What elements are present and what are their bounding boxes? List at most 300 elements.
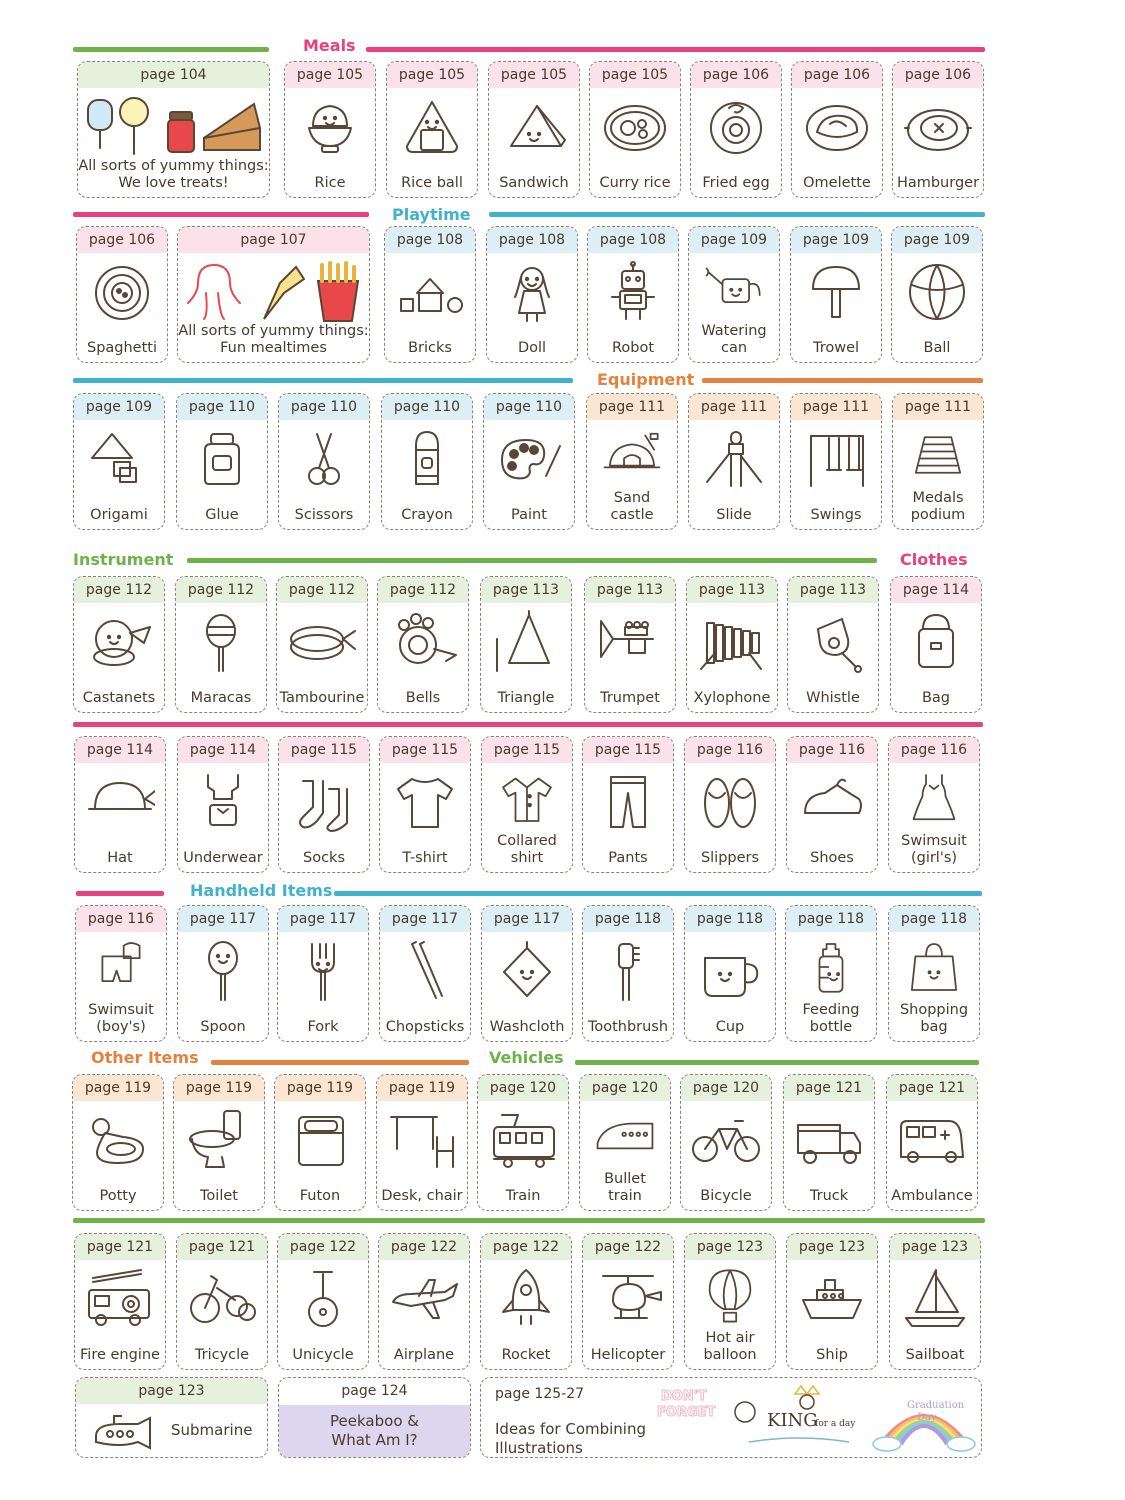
page-number: page 120 bbox=[681, 1075, 771, 1101]
illustration-label: Castanets bbox=[82, 690, 156, 706]
trowel-icon bbox=[801, 259, 871, 323]
illustration-label: Swimsuit (girl's) bbox=[901, 833, 967, 866]
maracas-icon bbox=[186, 609, 256, 673]
desk-chair-icon bbox=[387, 1107, 457, 1171]
illustration-label: Collared shirt bbox=[497, 833, 557, 866]
illustration-card[interactable] bbox=[584, 576, 676, 713]
illustration-card[interactable] bbox=[785, 905, 877, 1042]
illustration-card[interactable] bbox=[173, 1074, 265, 1211]
illustration-label: Rice bbox=[314, 175, 346, 191]
page-number: page 121 bbox=[177, 1234, 267, 1260]
page-number: page 110 bbox=[279, 394, 369, 420]
page-number: page 105 bbox=[590, 62, 680, 88]
illustration-label: Futon bbox=[299, 1188, 341, 1204]
section-divider-line bbox=[73, 1218, 985, 1223]
illustration-card[interactable] bbox=[582, 1233, 674, 1370]
illustration-label: Socks bbox=[303, 850, 345, 866]
illustration-label: Chopsticks bbox=[385, 1019, 465, 1035]
illustration-card[interactable] bbox=[176, 393, 268, 530]
illustration-label: Rocket bbox=[501, 1347, 551, 1363]
page-number: page 119 bbox=[275, 1075, 365, 1101]
page-number: page 118 bbox=[685, 906, 775, 932]
illustration-label: All sorts of yummy things: We love treats! bbox=[78, 158, 269, 191]
hot-air-balloon-icon bbox=[699, 1266, 761, 1324]
illustration-label: Ambulance bbox=[891, 1188, 973, 1204]
page-number: page 116 bbox=[787, 737, 877, 763]
illustration-label: Medals podium bbox=[910, 490, 966, 523]
sandwich-icon bbox=[499, 94, 569, 158]
illustration-card[interactable] bbox=[480, 576, 572, 713]
illustration-label: Fried egg bbox=[702, 175, 770, 191]
page-number: page 115 bbox=[583, 737, 673, 763]
illustration-label: Paint bbox=[511, 507, 547, 523]
sailboat-icon bbox=[900, 1266, 970, 1330]
page-number: page 109 bbox=[689, 227, 779, 253]
section-divider-line bbox=[76, 891, 164, 896]
illustration-card[interactable] bbox=[889, 1233, 981, 1370]
illustration-card[interactable] bbox=[75, 905, 167, 1042]
illustration-card[interactable] bbox=[791, 61, 883, 198]
rice-bowl-icon bbox=[295, 94, 365, 158]
shoes-icon bbox=[797, 769, 867, 833]
swimsuit-girl-icon bbox=[903, 769, 965, 827]
trumpet-icon bbox=[595, 609, 665, 673]
illustration-card[interactable] bbox=[379, 905, 471, 1042]
illustration-card[interactable] bbox=[477, 1074, 569, 1211]
page-number: page 117 bbox=[178, 906, 268, 932]
illustration-label: Sailboat bbox=[905, 1347, 965, 1363]
page-number: page 119 bbox=[377, 1075, 467, 1101]
illustration-label: Shopping bag bbox=[899, 1002, 969, 1035]
section-title-equipment: Equipment bbox=[597, 370, 695, 389]
paint-icon bbox=[494, 426, 564, 490]
illustration-label: Watering can bbox=[701, 323, 767, 356]
illustration-card[interactable] bbox=[377, 576, 469, 713]
page-number: page 110 bbox=[382, 394, 472, 420]
illustration-card[interactable] bbox=[684, 736, 776, 873]
rocket-icon bbox=[491, 1266, 561, 1330]
rice-ball-icon bbox=[397, 94, 467, 158]
illustration-card[interactable] bbox=[177, 226, 370, 363]
illustration-label: Fork bbox=[307, 1019, 339, 1035]
page-number: page 121 bbox=[887, 1075, 977, 1101]
illustration-label: Sand castle bbox=[610, 490, 654, 523]
illustration-card[interactable] bbox=[892, 393, 984, 530]
illustration-label: Peekaboo & What Am I? bbox=[279, 1405, 470, 1457]
illustration-card[interactable] bbox=[686, 576, 778, 713]
illustration-card[interactable] bbox=[688, 226, 780, 363]
illustration-card[interactable] bbox=[278, 1377, 471, 1458]
castanets-icon bbox=[84, 609, 154, 673]
section-divider-line bbox=[489, 212, 985, 217]
illustration-card[interactable] bbox=[579, 1074, 671, 1211]
futon-icon bbox=[285, 1107, 355, 1171]
illustration-label: Underwear bbox=[183, 850, 263, 866]
illustration-label: Rice ball bbox=[401, 175, 463, 191]
illustration-card[interactable] bbox=[589, 61, 681, 198]
illustration-label: Whistle bbox=[806, 690, 860, 706]
illustration-label: Airplane bbox=[393, 1347, 455, 1363]
illustration-card[interactable] bbox=[481, 905, 573, 1042]
page-number: page 124 bbox=[341, 1383, 408, 1399]
spaghetti-icon bbox=[87, 259, 157, 323]
illustration-label: Spaghetti bbox=[86, 340, 157, 356]
page-number: page 118 bbox=[786, 906, 876, 932]
section-title-instrument: Instrument bbox=[73, 550, 174, 569]
helicopter-icon bbox=[593, 1266, 663, 1330]
submarine-icon bbox=[90, 1412, 154, 1452]
triangle-icon bbox=[491, 609, 561, 673]
page-number: page 104 bbox=[78, 62, 269, 88]
podium-icon bbox=[907, 426, 969, 484]
illustration-card[interactable] bbox=[586, 393, 678, 530]
illustration-card[interactable] bbox=[684, 1233, 776, 1370]
illustration-label: Ideas for Combining Illustrations bbox=[495, 1420, 646, 1457]
illustration-label: Crayon bbox=[401, 507, 453, 523]
page-number: page 117 bbox=[380, 906, 470, 932]
illustration-card[interactable] bbox=[786, 736, 878, 873]
illustration-card[interactable] bbox=[73, 576, 165, 713]
illustration-card[interactable] bbox=[276, 576, 368, 713]
illustration-card[interactable] bbox=[892, 61, 984, 198]
illustration-card[interactable] bbox=[74, 736, 166, 873]
page-number: page 120 bbox=[580, 1075, 670, 1101]
page-number: page 122 bbox=[278, 1234, 368, 1260]
illustration-label: Fire engine bbox=[80, 1347, 160, 1363]
potty-icon bbox=[83, 1107, 153, 1171]
section-divider-line bbox=[575, 1060, 979, 1065]
page-number: page 121 bbox=[784, 1075, 874, 1101]
illustration-card[interactable] bbox=[284, 61, 376, 198]
page-number: page 113 bbox=[481, 577, 571, 603]
page-number: page 111 bbox=[893, 394, 983, 420]
bells-icon bbox=[388, 609, 458, 673]
illustration-label: Feeding bottle bbox=[802, 1002, 860, 1035]
ship-icon bbox=[797, 1266, 867, 1330]
page-number: page 114 bbox=[75, 737, 165, 763]
origami-icon bbox=[84, 426, 154, 490]
page-number: page 110 bbox=[177, 394, 267, 420]
fried-egg-icon bbox=[701, 94, 771, 158]
chopsticks-icon bbox=[390, 938, 460, 1002]
illustration-label: Swings bbox=[810, 507, 862, 523]
tricycle-icon bbox=[187, 1266, 257, 1330]
crayon-icon bbox=[392, 426, 462, 490]
illustration-label: Scissors bbox=[294, 507, 354, 523]
illustration-card[interactable] bbox=[886, 1074, 978, 1211]
illustration-label: Triangle bbox=[497, 690, 555, 706]
section-title-meals: Meals bbox=[303, 36, 356, 55]
bricks-icon bbox=[395, 259, 465, 323]
illustration-label: Bag bbox=[921, 690, 951, 706]
page-number: page 123 bbox=[76, 1378, 267, 1404]
illustration-card[interactable] bbox=[76, 226, 168, 363]
illustration-card[interactable] bbox=[72, 1074, 164, 1211]
illustration-label: Omelette bbox=[803, 175, 871, 191]
illustration-card[interactable] bbox=[379, 736, 471, 873]
illustration-label: Glue bbox=[205, 507, 239, 523]
illustration-card[interactable] bbox=[481, 736, 573, 873]
combined-illustrations-icon bbox=[649, 1380, 979, 1456]
page-number: page 115 bbox=[279, 737, 369, 763]
slippers-icon bbox=[695, 769, 765, 833]
robot-icon bbox=[598, 259, 668, 323]
page-number: page 105 bbox=[285, 62, 375, 88]
mealtimes-icon bbox=[184, 259, 364, 323]
omelette-icon bbox=[802, 94, 872, 158]
illustration-label: Maracas bbox=[190, 690, 252, 706]
illustration-card[interactable] bbox=[378, 1233, 470, 1370]
illustration-label: Origami bbox=[90, 507, 148, 523]
illustration-label: Truck bbox=[809, 1188, 849, 1204]
watering-can-icon bbox=[703, 259, 765, 317]
page-number: page 112 bbox=[176, 577, 266, 603]
illustration-label: Cup bbox=[715, 1019, 745, 1035]
ball-icon bbox=[902, 259, 972, 323]
illustration-card[interactable] bbox=[175, 576, 267, 713]
illustration-label: Desk, chair bbox=[381, 1188, 463, 1204]
swings-icon bbox=[801, 426, 871, 490]
section-divider-line bbox=[73, 378, 573, 383]
page-number: page 119 bbox=[174, 1075, 264, 1101]
page-number: page 115 bbox=[482, 737, 572, 763]
graduation-day-logo: Graduation bbox=[907, 1400, 965, 1411]
treats-icon bbox=[84, 94, 264, 164]
illustration-label: Tambourine bbox=[279, 690, 365, 706]
illustration-card[interactable] bbox=[786, 1233, 878, 1370]
page-number: page 108 bbox=[588, 227, 678, 253]
illustration-card[interactable] bbox=[177, 736, 269, 873]
page-number: page 122 bbox=[481, 1234, 571, 1260]
illustration-card[interactable] bbox=[891, 226, 983, 363]
page-number: page 109 bbox=[74, 394, 164, 420]
illustration-card[interactable] bbox=[376, 1074, 468, 1211]
illustration-card[interactable] bbox=[176, 1233, 268, 1370]
page-number: page 106 bbox=[792, 62, 882, 88]
illustration-card[interactable] bbox=[177, 905, 269, 1042]
page-number: page 116 bbox=[889, 737, 979, 763]
illustration-label: Toilet bbox=[200, 1188, 238, 1204]
section-divider-line bbox=[702, 378, 983, 383]
illustration-card[interactable] bbox=[480, 1377, 982, 1458]
illustration-label: Slippers bbox=[700, 850, 760, 866]
page-number: page 119 bbox=[73, 1075, 163, 1101]
unicycle-icon bbox=[288, 1266, 358, 1330]
page-number: page 110 bbox=[484, 394, 574, 420]
illustration-label: Bullet train bbox=[604, 1171, 646, 1204]
page-number: page 122 bbox=[379, 1234, 469, 1260]
section-title-handheld: Handheld Items bbox=[190, 881, 333, 900]
hat-icon bbox=[85, 769, 155, 833]
feeding-bottle-icon bbox=[800, 938, 862, 996]
page-number: page 116 bbox=[76, 906, 166, 932]
page-number: page 123 bbox=[787, 1234, 877, 1260]
illustration-label: Xylophone bbox=[693, 690, 771, 706]
illustration-card[interactable] bbox=[384, 226, 476, 363]
illustration-card[interactable] bbox=[381, 393, 473, 530]
page-number: page 112 bbox=[277, 577, 367, 603]
section-divider-line bbox=[187, 558, 877, 563]
illustration-card[interactable] bbox=[488, 61, 580, 198]
page-number: page 121 bbox=[75, 1234, 165, 1260]
illustration-card[interactable] bbox=[277, 905, 369, 1042]
illustration-card[interactable] bbox=[486, 226, 578, 363]
page-number: page 105 bbox=[387, 62, 477, 88]
glue-icon bbox=[187, 426, 257, 490]
page-number: page 118 bbox=[889, 906, 979, 932]
section-title-vehicles: Vehicles bbox=[489, 1048, 564, 1067]
king-logo: KING bbox=[767, 1410, 818, 1431]
page-number: page 118 bbox=[583, 906, 673, 932]
section-divider-line bbox=[366, 47, 985, 52]
page-number: page 106 bbox=[893, 62, 983, 88]
page-number: page 114 bbox=[891, 577, 981, 603]
illustration-card[interactable] bbox=[278, 736, 370, 873]
page-number: page 108 bbox=[385, 227, 475, 253]
illustration-label: Ball bbox=[923, 340, 951, 356]
page-number: page 115 bbox=[380, 737, 470, 763]
illustration-card[interactable] bbox=[684, 905, 776, 1042]
page-number: page 106 bbox=[691, 62, 781, 88]
illustration-label: Tricycle bbox=[194, 1347, 250, 1363]
underwear-icon bbox=[188, 769, 258, 833]
page-number: page 113 bbox=[687, 577, 777, 603]
illustration-label: Pants bbox=[608, 850, 648, 866]
t-shirt-icon bbox=[390, 769, 460, 833]
illustration-label: Hot air balloon bbox=[703, 1330, 757, 1363]
page-number: page 114 bbox=[178, 737, 268, 763]
page-number: page 109 bbox=[892, 227, 982, 253]
illustration-label: Hamburger bbox=[896, 175, 980, 191]
illustration-label: Bells bbox=[405, 690, 441, 706]
airplane-icon bbox=[389, 1266, 459, 1330]
illustration-label: Slide bbox=[716, 507, 752, 523]
page-number: page 105 bbox=[489, 62, 579, 88]
illustration-label: Helicopter bbox=[590, 1347, 666, 1363]
toilet-icon bbox=[184, 1107, 254, 1171]
illustration-card[interactable] bbox=[483, 393, 575, 530]
ambulance-icon bbox=[897, 1107, 967, 1171]
illustration-card[interactable] bbox=[386, 61, 478, 198]
illustration-card[interactable] bbox=[787, 576, 879, 713]
illustration-card[interactable] bbox=[480, 1233, 572, 1370]
section-title-playtime: Playtime bbox=[392, 205, 471, 224]
page-number: page 117 bbox=[482, 906, 572, 932]
illustration-label: Robot bbox=[611, 340, 655, 356]
page-number: page 120 bbox=[478, 1075, 568, 1101]
illustration-label: Potty bbox=[99, 1188, 137, 1204]
page-number: page 108 bbox=[487, 227, 577, 253]
illustration-card[interactable] bbox=[277, 1233, 369, 1370]
bag-icon bbox=[901, 609, 971, 673]
illustration-label: Toothbrush bbox=[587, 1019, 669, 1035]
bullet-train-icon bbox=[594, 1107, 656, 1165]
illustration-card[interactable] bbox=[73, 393, 165, 530]
swimsuit-boy-icon bbox=[90, 938, 152, 996]
illustration-label: Trowel bbox=[812, 340, 860, 356]
illustration-card[interactable] bbox=[582, 905, 674, 1042]
fork-icon bbox=[288, 938, 358, 1002]
illustration-card[interactable] bbox=[680, 1074, 772, 1211]
illustration-label: Curry rice bbox=[599, 175, 671, 191]
fire-engine-icon bbox=[85, 1266, 155, 1330]
section-divider-line bbox=[334, 891, 982, 896]
illustration-card[interactable] bbox=[278, 393, 370, 530]
illustration-label: Trumpet bbox=[600, 690, 660, 706]
illustration-label: Sandwich bbox=[499, 175, 569, 191]
illustration-label: Hat bbox=[107, 850, 133, 866]
curry-rice-icon bbox=[600, 94, 670, 158]
illustration-card[interactable] bbox=[790, 226, 882, 363]
page-number: page 117 bbox=[278, 906, 368, 932]
page-number: page 111 bbox=[689, 394, 779, 420]
socks-icon bbox=[289, 769, 359, 833]
page-number: page 112 bbox=[378, 577, 468, 603]
truck-icon bbox=[794, 1107, 864, 1171]
illustration-card[interactable] bbox=[888, 736, 980, 873]
washcloth-icon bbox=[492, 938, 562, 1002]
illustration-label: Shoes bbox=[810, 850, 854, 866]
page-number: page 111 bbox=[587, 394, 677, 420]
collared-shirt-icon bbox=[496, 769, 558, 827]
page-number: page 109 bbox=[791, 227, 881, 253]
illustration-label: Doll bbox=[517, 340, 547, 356]
illustration-label: T-shirt bbox=[402, 850, 448, 866]
page-number: page 122 bbox=[583, 1234, 673, 1260]
section-divider-line bbox=[73, 212, 369, 217]
section-divider-line bbox=[73, 47, 269, 52]
section-divider-line bbox=[73, 722, 983, 727]
illustration-label: Ship bbox=[816, 1347, 848, 1363]
illustration-card[interactable] bbox=[74, 1233, 166, 1370]
illustration-card[interactable] bbox=[783, 1074, 875, 1211]
hamburger-icon bbox=[903, 94, 973, 158]
illustration-card[interactable] bbox=[75, 1377, 268, 1458]
spoon-icon bbox=[188, 938, 258, 1002]
illustration-label: Spoon bbox=[200, 1019, 246, 1035]
illustration-label: Bicycle bbox=[700, 1188, 752, 1204]
page-number: page 116 bbox=[685, 737, 775, 763]
illustration-card[interactable] bbox=[77, 61, 270, 198]
train-icon bbox=[488, 1107, 558, 1171]
tambourine-icon bbox=[287, 609, 357, 673]
illustration-card[interactable] bbox=[688, 393, 780, 530]
illustration-label: Bricks bbox=[408, 340, 452, 356]
pants-icon bbox=[593, 769, 663, 833]
page-number: page 113 bbox=[788, 577, 878, 603]
page-number: page 112 bbox=[74, 577, 164, 603]
scissors-icon bbox=[289, 426, 359, 490]
illustration-card[interactable] bbox=[582, 736, 674, 873]
graduation-day-logo: Day bbox=[917, 1412, 937, 1423]
illustration-card[interactable] bbox=[587, 226, 679, 363]
section-title-other: Other Items bbox=[91, 1048, 199, 1067]
page-number: page 111 bbox=[791, 394, 881, 420]
toothbrush-icon bbox=[593, 938, 663, 1002]
illustration-card[interactable] bbox=[890, 576, 982, 713]
page-number: page 106 bbox=[77, 227, 167, 253]
illustration-card[interactable] bbox=[690, 61, 782, 198]
illustration-card[interactable] bbox=[274, 1074, 366, 1211]
king-logo: for a day bbox=[815, 1419, 856, 1429]
xylophone-icon bbox=[697, 609, 767, 673]
illustration-card[interactable] bbox=[790, 393, 882, 530]
section-title-clothes: Clothes bbox=[900, 550, 968, 569]
doll-icon bbox=[497, 259, 567, 323]
page-number: page 123 bbox=[890, 1234, 980, 1260]
dont-forget-logo: FORGET bbox=[657, 1405, 716, 1420]
illustration-card[interactable] bbox=[888, 905, 980, 1042]
